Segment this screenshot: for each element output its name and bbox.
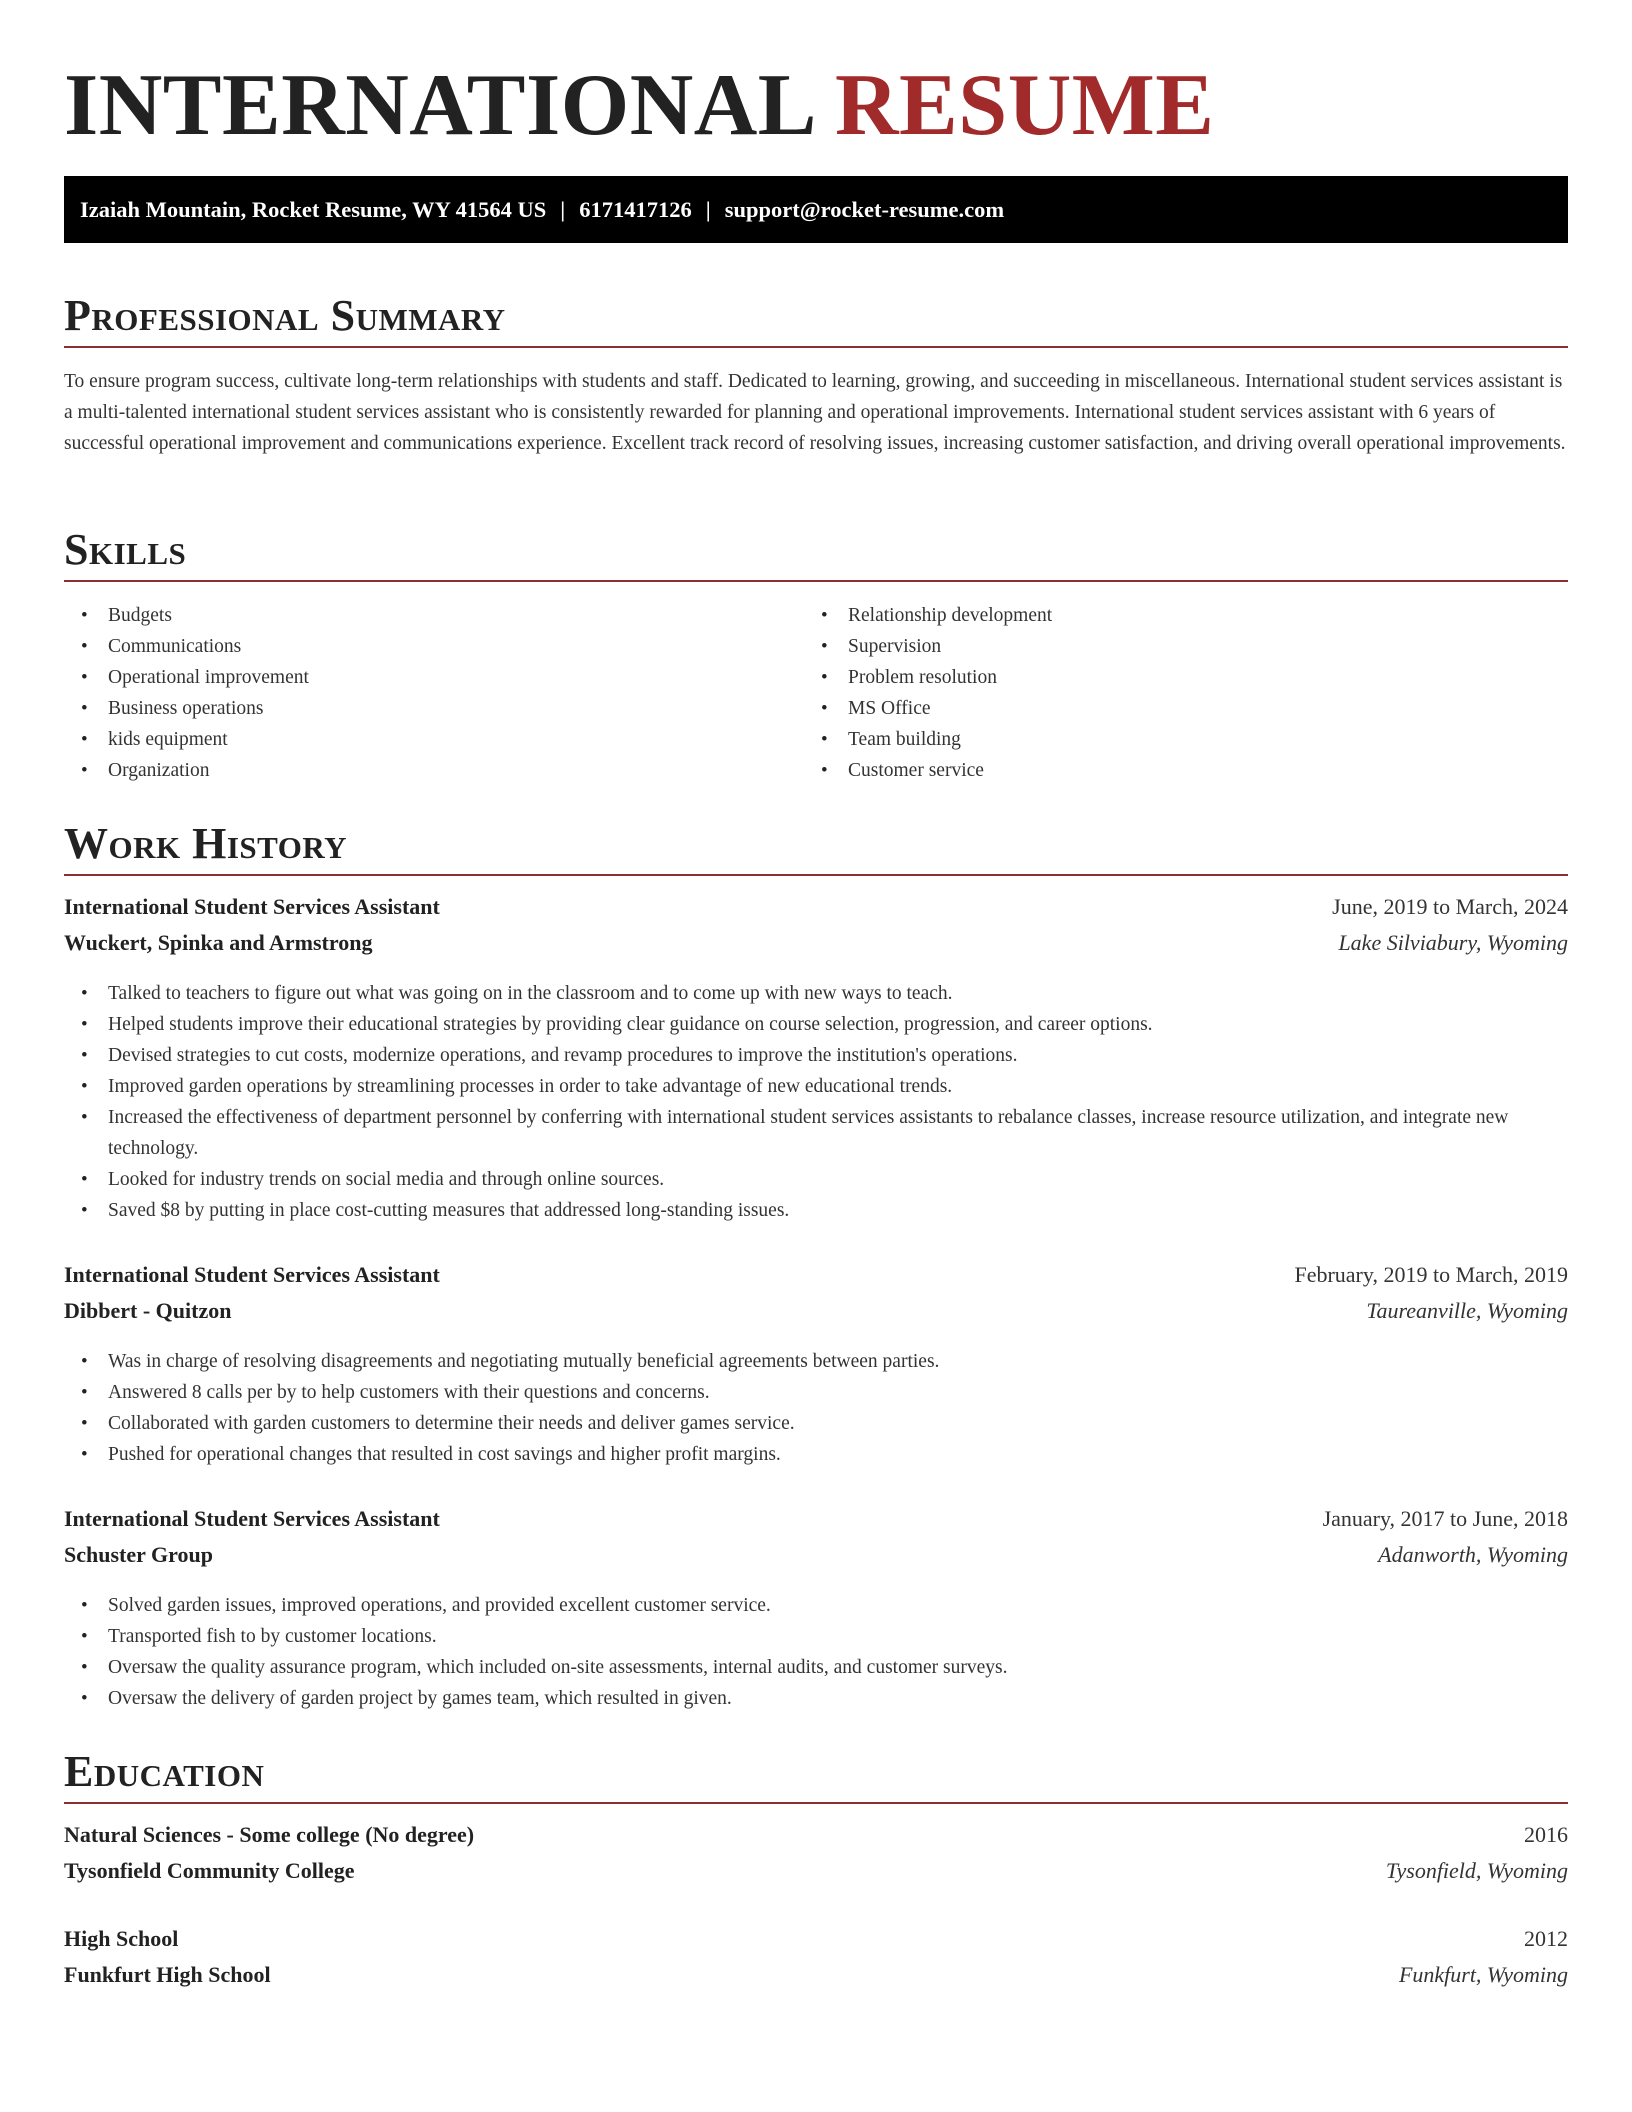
job-location: Taureanville, Wyoming <box>1366 1298 1568 1323</box>
job-bullet: • Transported fish to by customer locations. <box>64 1621 1568 1652</box>
education-year: 2016 <box>1524 1822 1568 1847</box>
job-title: International Student Services Assistant <box>64 894 440 919</box>
education-school: Tysonfield Community College <box>64 1858 355 1883</box>
job-bullet: • Was in charge of resolving disagreements and negotiating mutually beneficial agreements between parties. <box>64 1346 1568 1377</box>
job-bullet: • Increased the effectiveness of department personnel by conferring with international student services assistants to rebalance classes, increase resource utilization, and integrate new technology. <box>64 1102 1568 1164</box>
resume-title <box>64 0 1568 170</box>
education-degree: Natural Sciences - Some college (No degree) <box>64 1822 475 1847</box>
job-bullet: • Talked to teachers to figure out what was going on in the classroom and to come up with new ways to teach. <box>64 978 1568 1009</box>
job-company: Dibbert - Quitzon <box>64 1298 232 1323</box>
contact-separator: | <box>705 197 711 222</box>
job-bullet: • Improved garden operations by streamlining processes in order to take advantage of new educational trends. <box>64 1071 1568 1102</box>
job-bullet: • Solved garden issues, improved operations, and provided excellent customer service. <box>64 1590 1568 1621</box>
job-bullets <box>64 978 1568 1226</box>
job-bullets <box>64 1346 1568 1470</box>
education-section <box>64 1744 1568 1998</box>
job-title: International Student Services Assistant <box>64 1506 440 1531</box>
skill-item: • Relationship development <box>804 600 1544 631</box>
contact-address: Izaiah Mountain, Rocket Resume, WY 41564 US <box>80 197 547 222</box>
title-word-resume: RESUME <box>835 57 1215 154</box>
job-bullet: • Helped students improve their educational strategies by providing clear guidance on course selection, progression, and career options. <box>64 1009 1568 1040</box>
job-dates: February, 2019 to March, 2019 <box>1294 1262 1568 1287</box>
skills-list <box>64 600 1568 786</box>
education-entry <box>64 1926 1568 1998</box>
job-bullet: • Oversaw the delivery of garden project by games team, which resulted in given. <box>64 1683 1568 1714</box>
job-bullet: • Answered 8 calls per by to help customers with their questions and concerns. <box>64 1377 1568 1408</box>
job-bullet: • Saved $8 by putting in place cost-cutting measures that addressed long-standing issues. <box>64 1195 1568 1226</box>
job-location: Lake Silviabury, Wyoming <box>1338 930 1568 955</box>
job-dates: January, 2017 to June, 2018 <box>1322 1506 1568 1531</box>
job-bullets <box>64 1590 1568 1714</box>
education-location: Tysonfield, Wyoming <box>1385 1858 1568 1883</box>
title-word-international: INTERNATIONAL <box>64 57 817 154</box>
job-bullet: • Looked for industry trends on social media and through online sources. <box>64 1164 1568 1195</box>
job-company: Wuckert, Spinka and Armstrong <box>64 930 373 955</box>
skill-item: • MS Office <box>804 693 1544 724</box>
education-heading: Education <box>64 1744 1568 1804</box>
work-history-heading: Work History <box>64 816 1568 876</box>
skill-item: • Team building <box>804 724 1544 755</box>
summary-section <box>64 288 1568 459</box>
skills-section <box>64 522 1568 786</box>
job-entry <box>64 1262 1568 1470</box>
job-bullet: • Pushed for operational changes that resulted in cost savings and higher profit margins. <box>64 1439 1568 1470</box>
skill-item: • Supervision <box>804 631 1544 662</box>
skill-item: • kids equipment <box>64 724 804 755</box>
skills-heading: Skills <box>64 522 1568 582</box>
job-bullet: • Collaborated with garden customers to determine their needs and deliver games service. <box>64 1408 1568 1439</box>
job-bullet: • Oversaw the quality assurance program, which included on-site assessments, internal audits, and customer surveys. <box>64 1652 1568 1683</box>
skill-item: • Operational improvement <box>64 662 804 693</box>
skill-item: • Communications <box>64 631 804 662</box>
job-location: Adanworth, Wyoming <box>1378 1542 1568 1567</box>
contact-phone: 6171417126 <box>579 197 692 222</box>
resume-page <box>64 0 1568 1987</box>
skills-column-left <box>64 600 804 786</box>
contact-bar <box>64 176 1568 243</box>
job-company: Schuster Group <box>64 1542 213 1567</box>
summary-text: To ensure program success, cultivate long-term relationships with students and staff. Dedicated to learning, growing, and succeeding in miscellaneous. International student services assistant is a multi-talented international student services assistant who is consistently rewarded for planning and operational improvements. International student services assistant with 6 years of successful operational improvement and communications experience. Excellent track record of resolving issues, increasing customer satisfaction, and driving overall operational improvements. <box>64 371 1566 454</box>
job-title: International Student Services Assistant <box>64 1262 440 1287</box>
skill-item: • Organization <box>64 755 804 786</box>
skills-column-right <box>804 600 1544 786</box>
skill-item: • Problem resolution <box>804 662 1544 693</box>
education-entry <box>64 1822 1568 1894</box>
skill-item: • Customer service <box>804 755 1544 786</box>
education-year: 2012 <box>1524 1926 1568 1951</box>
summary-heading: Professional Summary <box>64 288 1568 348</box>
job-entry <box>64 1506 1568 1714</box>
contact-separator: | <box>560 197 566 222</box>
job-bullet: • Devised strategies to cut costs, modernize operations, and revamp procedures to improve the institution's operations. <box>64 1040 1568 1071</box>
work-history-section <box>64 816 1568 1714</box>
contact-email: support@rocket-resume.com <box>724 197 1005 222</box>
job-dates: June, 2019 to March, 2024 <box>1332 894 1568 919</box>
education-school: Funkfurt High School <box>64 1962 271 1987</box>
skill-item: • Budgets <box>64 600 804 631</box>
education-degree: High School <box>64 1926 179 1951</box>
skill-item: • Business operations <box>64 693 804 724</box>
education-location: Funkfurt, Wyoming <box>1398 1962 1568 1987</box>
job-entry <box>64 894 1568 1226</box>
